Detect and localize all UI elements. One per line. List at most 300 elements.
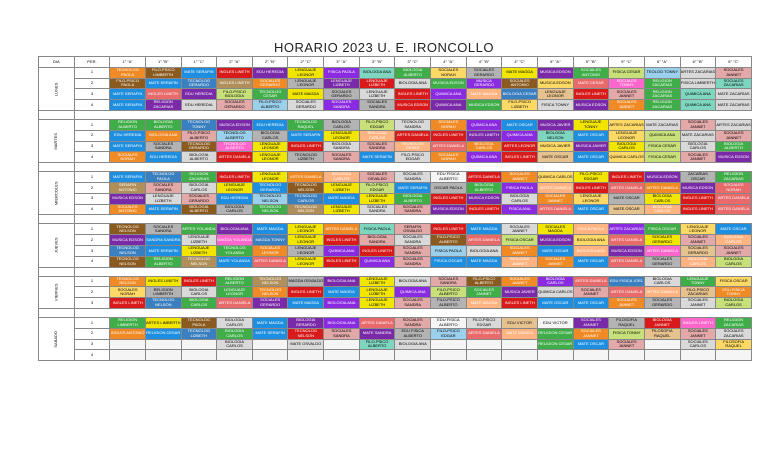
header-course: 1° "C"	[181, 57, 217, 68]
class-cell: BIOLOGIA SANDRA	[359, 235, 395, 246]
class-cell: MATE YOLANDA	[217, 256, 253, 267]
gap-cell	[288, 308, 324, 317]
class-cell: MATE OSCAR	[537, 152, 573, 163]
class-cell: BIOLOGIA CARLOS	[644, 276, 680, 287]
gap-cell	[644, 267, 680, 276]
gap-cell	[573, 215, 609, 224]
class-cell: ARTES DANIELA	[466, 235, 502, 246]
gap-cell	[395, 215, 431, 224]
class-cell: SOCIALES JANNET	[680, 298, 716, 309]
class-cell: FISICA CESAR	[644, 152, 680, 163]
class-cell: SOCIALES JANNET	[680, 235, 716, 246]
class-cell: SOCIALES SANDRA	[145, 141, 181, 152]
class-cell: ARTES DANIELA	[609, 182, 645, 193]
class-cell: BIOLOGIA NELSON	[537, 130, 573, 141]
class-cell: ARTES ZACARIAS	[680, 67, 716, 78]
class-cell: MUSICA EDSON	[537, 78, 573, 89]
class-cell: SOCIALES OSVALDO	[359, 172, 395, 183]
gap-cell	[252, 110, 288, 119]
class-cell: FILO-PSICO EDGAR	[573, 172, 609, 183]
class-cell: ARTES DANIELA	[217, 298, 253, 309]
gap-cell	[252, 215, 288, 224]
class-cell: FISICA CESAR	[609, 67, 645, 78]
gap-cell	[217, 267, 253, 276]
class-cell: MUSICA GERARDO	[466, 78, 502, 89]
class-cell: LENGUAJE LEONOR	[288, 78, 324, 89]
class-cell: FILOSOFIA RAQUEL	[644, 328, 680, 339]
class-cell: BIOLOGIA CARLOS	[716, 256, 752, 267]
class-cell: SOCIALES NORAH	[431, 152, 467, 163]
period-number: 3	[74, 339, 110, 350]
class-cell: SOCIALES JANNET	[680, 328, 716, 339]
header-course: 1° "A"	[110, 57, 146, 68]
class-cell: LENGUAJE LIZBETH	[324, 182, 360, 193]
class-cell	[181, 339, 217, 350]
class-cell: SOCIALES JANNET	[716, 245, 752, 256]
class-cell: SOCIALES ANTONIO	[110, 204, 146, 215]
class-cell: MUSICA JAVIER	[573, 141, 609, 152]
class-cell: SOCIALES SANDRA	[324, 328, 360, 339]
class-cell	[502, 339, 538, 350]
gap-cell	[680, 163, 716, 172]
schedule-row	[39, 172, 752, 183]
class-cell: TECNOLOG CARLOS	[288, 193, 324, 204]
gap-cell	[716, 308, 752, 317]
class-cell: MATE OSCAR	[502, 119, 538, 130]
class-cell: INGLES LINETH	[288, 287, 324, 298]
class-cell: SOCIALES NORAH	[431, 67, 467, 78]
class-cell: RELIGION CESAR	[145, 328, 181, 339]
class-cell	[395, 350, 431, 361]
gap-cell	[716, 267, 752, 276]
class-cell: EDU HEREDIA	[181, 100, 217, 111]
class-cell: FILO-PSICO EDGAR	[431, 328, 467, 339]
class-cell: MUSICA EDSON	[217, 119, 253, 130]
gap-cell	[359, 215, 395, 224]
class-cell: LENGUAJE LEONOR	[252, 172, 288, 183]
class-cell: MATE SERAFIN	[110, 141, 146, 152]
class-cell: FILO-PSICO PAOLA	[110, 78, 146, 89]
class-cell: LENGUAJE LEONOR	[324, 130, 360, 141]
class-cell: RELIGION ALBERTO	[110, 119, 146, 130]
header-course: 5° "B"	[573, 57, 609, 68]
gap-cell	[431, 110, 467, 119]
class-cell: SOCIALES JANNET	[680, 119, 716, 130]
class-cell: ARTES DANIELA	[359, 317, 395, 328]
class-cell: TECNOLOG YOLANDA	[217, 245, 253, 256]
class-cell: QUIMICA ANA	[324, 245, 360, 256]
class-cell: INGLES LINETH	[680, 193, 716, 204]
class-cell: MATE MAGDA	[502, 328, 538, 339]
gap-cell	[288, 215, 324, 224]
class-cell: MATE ZACARIAS	[644, 119, 680, 130]
day-label	[39, 119, 75, 162]
class-cell: FILO-PSICO EDGAR	[359, 182, 395, 193]
gap-cell	[395, 110, 431, 119]
class-cell: BIOLOGIA ANA	[466, 245, 502, 256]
class-cell: FISICA CESAR	[644, 141, 680, 152]
schedule-row	[39, 193, 752, 204]
gap-cell	[288, 267, 324, 276]
schedule-row	[39, 204, 752, 215]
class-cell: SOCIALES JANNET	[609, 298, 645, 309]
class-cell: SOCIALES MAGDA	[537, 224, 573, 235]
class-cell: MUSICA EDSON	[466, 100, 502, 111]
class-cell: SOCIALES JANNET	[537, 256, 573, 267]
class-cell: SOCIALES SANDRA	[359, 204, 395, 215]
class-cell: SOCIALES NORAH	[431, 119, 467, 130]
class-cell: ARTES DANIELA	[644, 287, 680, 298]
class-cell	[145, 339, 181, 350]
class-cell: BIOLOGIA CARLOS	[716, 298, 752, 309]
class-cell: EDU FISICA ALBERTO	[431, 172, 467, 183]
class-cell: MATE SERAFIN	[145, 204, 181, 215]
class-cell: MATE OSCAR	[537, 298, 573, 309]
class-cell: INGLES LINETH	[217, 67, 253, 78]
class-cell	[359, 350, 395, 361]
header-day: DIA	[39, 57, 75, 68]
schedule-row	[39, 235, 752, 246]
class-cell: MATE SERAFIN	[110, 100, 146, 111]
class-cell: RELIGION CESAR	[537, 339, 573, 350]
class-cell: BIOLOGIA ANA	[145, 130, 181, 141]
class-cell: SERAFIN OSVALDO	[395, 224, 431, 235]
header-course: 4° "C"	[502, 57, 538, 68]
class-cell: FILO-PSICO ALBERTO	[252, 100, 288, 111]
class-cell: TECNOLOG NELSON	[288, 328, 324, 339]
period-number: 4	[74, 204, 110, 215]
class-cell: MATE SERAFIN	[395, 182, 431, 193]
class-cell: SOCIALES NORAH	[716, 182, 752, 193]
class-cell: TECNOLOG NELSON	[252, 204, 288, 215]
class-cell: QUIMICA ANA	[466, 119, 502, 130]
day-separator	[39, 215, 752, 224]
class-cell: SERAFIN ANTONIO	[110, 182, 146, 193]
class-cell: BIOLOGIA ANA	[573, 245, 609, 256]
class-cell: TECNOLOG RAQUEL	[288, 119, 324, 130]
class-cell: QUIMICA ANA	[644, 130, 680, 141]
class-cell: EDU FISICA TONNY	[716, 287, 752, 298]
class-cell: ARTES ZACARIAS	[609, 119, 645, 130]
class-cell: BIOLOGIA CESAR	[502, 89, 538, 100]
class-cell: QUIMICA ANA	[680, 100, 716, 111]
class-cell: MUSICA EDSON	[110, 235, 146, 246]
gap-cell	[395, 308, 431, 317]
class-cell: INGLES LINETH	[431, 193, 467, 204]
class-cell	[502, 350, 538, 361]
class-cell: LENGUAJE LIZBETH	[359, 193, 395, 204]
class-cell: ARTES DANIELA	[252, 256, 288, 267]
class-cell: BIOLOGIA CARLOS	[680, 141, 716, 152]
class-cell: EDU HEREDIA	[181, 89, 217, 100]
gap-cell	[217, 308, 253, 317]
schedule-row	[39, 298, 752, 309]
class-cell: MATE OSCAR	[609, 193, 645, 204]
gap-cell	[573, 308, 609, 317]
gap-cell	[110, 308, 146, 317]
class-cell: TECNOLOG LIZBETH	[181, 328, 217, 339]
class-cell: FILO-PSICO ALBERTO	[466, 276, 502, 287]
day-gap-cell	[39, 308, 75, 317]
period-number: 1	[74, 119, 110, 130]
header-course: 4° "B"	[466, 57, 502, 68]
day-name: LUNES	[53, 82, 59, 96]
class-cell: INGLES LINETH	[466, 204, 502, 215]
class-cell: MUSICA EDSON	[537, 235, 573, 246]
class-cell: BIOLOGIA CARLOS	[217, 328, 253, 339]
class-cell: ARTES DANIELA	[716, 204, 752, 215]
class-cell: MATE MAGDA	[466, 298, 502, 309]
class-cell: SOCIALES JANNET	[716, 130, 752, 141]
class-cell: MATE OSCAR	[573, 204, 609, 215]
schedule-row	[39, 182, 752, 193]
gap-cell	[537, 267, 573, 276]
class-cell: INGLES LINETH	[680, 204, 716, 215]
class-cell: QUIMICA CARLOS	[609, 152, 645, 163]
gap-cell	[680, 110, 716, 119]
gap-cell	[181, 163, 217, 172]
class-cell: TECNOLOG GERARDO	[181, 141, 217, 152]
day-name: VIERNES	[53, 283, 59, 302]
class-cell: BIOLOGIA CARLOS	[217, 339, 253, 350]
class-cell: MATE SERAFIN	[145, 245, 181, 256]
header-course: 6° "C"	[716, 57, 752, 68]
class-cell: FISICA TONNY	[609, 328, 645, 339]
class-cell: FISICA OSCAR	[431, 256, 467, 267]
gap-cell	[217, 110, 253, 119]
day-separator	[39, 110, 752, 119]
day-label	[39, 317, 75, 360]
class-cell: EDU HEREDIA	[217, 193, 253, 204]
gap-cell	[466, 163, 502, 172]
class-cell	[644, 350, 680, 361]
class-cell: MATE OSCAR	[573, 339, 609, 350]
gap-cell	[252, 267, 288, 276]
day-separator	[39, 267, 752, 276]
class-cell: FILO-PSICO ALBERTO	[359, 339, 395, 350]
gap-cell	[181, 308, 217, 317]
class-cell: INGLES LINETH	[431, 224, 467, 235]
gap-cell	[359, 110, 395, 119]
class-cell: BIOLOGIA ALBERTO	[395, 193, 431, 204]
class-cell: INGLES LINETH	[324, 256, 360, 267]
class-cell: BIOLOGIA ALBERTO	[716, 141, 752, 152]
gap-cell	[145, 215, 181, 224]
class-cell: SOCIALES GERARDO	[288, 100, 324, 111]
gap-cell	[359, 163, 395, 172]
gap-cell	[217, 215, 253, 224]
header-course: 3° "A"	[324, 57, 360, 68]
gap-cell	[716, 163, 752, 172]
class-cell: SOCIALES GERARDO	[680, 245, 716, 256]
class-cell: SOCIALES SANDRA	[395, 317, 431, 328]
class-cell: INGLES LINETH	[359, 245, 395, 256]
class-cell: MATE OSCAR	[573, 298, 609, 309]
class-cell: BIOLOGIA ANA	[324, 298, 360, 309]
class-cell: MATE SERAFIN	[110, 172, 146, 183]
class-cell: SOCIALES ZACARIAS	[716, 78, 752, 89]
class-cell: MUSICA EDSON	[466, 193, 502, 204]
class-cell: BIOLOGIA ANA	[324, 276, 360, 287]
class-cell: FILO-PSICO LIZBETH	[502, 100, 538, 111]
gap-cell	[324, 110, 360, 119]
class-cell: ARTES DANIELA	[217, 152, 253, 163]
class-cell: TECNOLOG PAOLA	[110, 67, 146, 78]
period-number: 1	[74, 67, 110, 78]
class-cell: LENGUAJE LEONOR	[217, 287, 253, 298]
period-number: 2	[74, 287, 110, 298]
class-cell: SOCIALES JANNET	[680, 152, 716, 163]
class-cell: MATE CESAR	[573, 78, 609, 89]
period-number: 4	[74, 256, 110, 267]
day-label	[39, 224, 75, 267]
class-cell: FILO-PSICO ZACARIAS	[680, 287, 716, 298]
class-cell: SOCIALES SANDRA	[145, 182, 181, 193]
class-cell: FILO-PSICO BIOLOGIA	[217, 89, 253, 100]
class-cell	[609, 350, 645, 361]
gap-cell	[181, 215, 217, 224]
class-cell: BIOLOGIA ALBERTO	[395, 67, 431, 78]
class-cell: BIOLOGIA ANA	[324, 317, 360, 328]
class-cell: BIOLOGIA JANNET	[502, 256, 538, 267]
class-cell: BIOLOGIA ANA	[395, 78, 431, 89]
class-cell: INGLES LINETH	[288, 141, 324, 152]
day-gap-cell	[39, 215, 75, 224]
class-cell: FISICA PAOLA	[431, 245, 467, 256]
class-cell: SOCIALES TONNY	[609, 78, 645, 89]
schedule-row	[39, 100, 752, 111]
gap-cell	[537, 110, 573, 119]
class-cell: MATE ZACARIAS	[680, 130, 716, 141]
class-cell: MATE MAGDA	[288, 298, 324, 309]
class-cell: FISICA PAOLA	[324, 67, 360, 78]
class-cell: TECNOLOG TONNY	[181, 119, 217, 130]
class-cell: FILO-PSICO EDGAR	[359, 119, 395, 130]
class-cell: QUIMICA CARLOS	[537, 172, 573, 183]
class-cell: BIOLOGIA ANA	[573, 235, 609, 246]
gap-cell	[502, 267, 538, 276]
period-gap-cell	[74, 110, 110, 119]
class-cell: SOCIALES SANDRA	[395, 204, 431, 215]
class-cell: INGLES LINETH	[573, 89, 609, 100]
gap-cell	[324, 215, 360, 224]
class-cell	[252, 339, 288, 350]
class-cell: ARTES DANIELA	[431, 141, 467, 152]
class-cell: FILO-PSICO ALBERTO	[181, 130, 217, 141]
class-cell	[466, 350, 502, 361]
class-cell: BIOLOGIA CARLOS	[324, 172, 360, 183]
gap-cell	[252, 308, 288, 317]
class-cell: MUSICA EDSON	[395, 100, 431, 111]
class-cell: TECNOLOG NELSON	[181, 256, 217, 267]
gap-cell	[288, 110, 324, 119]
class-cell: BIOLOGIA CARLOS	[217, 204, 253, 215]
header-period: PER.	[74, 57, 110, 68]
class-cell: LENGUAJE LEONOR	[288, 245, 324, 256]
class-cell: MATE MAGDA	[466, 224, 502, 235]
class-cell: FISICA ANA	[502, 204, 538, 215]
class-cell: RELIGION ZACARIAS	[181, 172, 217, 183]
class-cell: SOCIALES ZACARIAS	[716, 328, 752, 339]
class-cell: INGLES LINETH	[466, 130, 502, 141]
class-cell: BIOLOGIA ANA	[395, 276, 431, 287]
class-cell	[644, 339, 680, 350]
class-cell: BIOLOGIA CARLOS	[324, 119, 360, 130]
class-cell: LENGUAJE LEONOR	[252, 141, 288, 152]
class-cell: BIOLOGIA ANA	[359, 67, 395, 78]
schedule-row	[39, 350, 752, 361]
day-name: MARTES	[53, 132, 59, 150]
class-cell: RELIGION CESAR	[537, 328, 573, 339]
gap-cell	[680, 267, 716, 276]
class-cell: LENGUAJE LEONOR	[288, 67, 324, 78]
class-cell: SOCIALES LEONOR	[252, 245, 288, 256]
class-cell: SOCIALES JANNET	[609, 89, 645, 100]
class-cell: TECNOLOG GERARDO	[252, 182, 288, 193]
header-course: 3° "B"	[359, 57, 395, 68]
class-cell: SOCIALES GERARDO	[644, 235, 680, 246]
gap-cell	[573, 267, 609, 276]
class-cell: SOCIALES SANDRA	[395, 172, 431, 183]
class-cell: QUIMICA ANA	[431, 89, 467, 100]
class-cell: LENGUAJE LIZBETH	[181, 235, 217, 246]
gap-cell	[716, 110, 752, 119]
class-cell: SOCIALES JANNET	[609, 339, 645, 350]
gap-cell	[466, 308, 502, 317]
class-cell: SOCIALES SANDRA	[395, 256, 431, 267]
gap-cell	[110, 267, 146, 276]
class-cell: MATE OSCAR	[537, 245, 573, 256]
class-cell: TECNOLOG NELSON	[110, 245, 146, 256]
class-cell: SOCIALES NORAH	[110, 287, 146, 298]
schedule-row	[39, 328, 752, 339]
gap-cell	[502, 215, 538, 224]
period-gap-cell	[74, 267, 110, 276]
header-course: 6° "A"	[644, 57, 680, 68]
period-number: 2	[74, 182, 110, 193]
class-cell: QUIMICA CARLOS	[537, 287, 573, 298]
class-cell: INGLES LINETH	[502, 298, 538, 309]
class-cell: INGLES LINETH	[395, 89, 431, 100]
class-cell: MATE SANDRA	[359, 328, 395, 339]
class-cell: MATE MAGDA	[324, 287, 360, 298]
class-cell: TECNOLOG PAOLA	[181, 317, 217, 328]
class-cell: ARTES LEONOR	[502, 141, 538, 152]
gap-cell	[502, 110, 538, 119]
class-cell: BIOLOGIA GERARDO	[288, 317, 324, 328]
class-cell: LENGUAJE LEONOR	[680, 224, 716, 235]
class-cell: LENGUAJE LIZBETH	[359, 298, 395, 309]
day-name: JUEVES	[53, 237, 59, 254]
class-cell: MATE SERAFIN	[181, 67, 217, 78]
gap-cell	[680, 308, 716, 317]
header-course: 1° "B"	[145, 57, 181, 68]
class-cell: FILO-PSICO ALBERTO	[431, 235, 467, 246]
class-cell: INGLES LINETH	[181, 276, 217, 287]
class-cell: INGLES LINETH	[431, 130, 467, 141]
class-cell: MATE MAGDA	[502, 67, 538, 78]
gap-cell	[110, 215, 146, 224]
class-cell	[324, 339, 360, 350]
class-cell: MUSICA JAVIER	[502, 287, 538, 298]
period-number: 3	[74, 141, 110, 152]
class-cell: RELIGION ZACARIAS	[716, 172, 752, 183]
class-cell: RELIGION ZACARIAS	[145, 100, 181, 111]
class-cell: FISICA PAOLA	[359, 224, 395, 235]
class-cell: TECNOLOG NELSON	[288, 182, 324, 193]
day-label	[39, 67, 75, 110]
gap-cell	[573, 163, 609, 172]
